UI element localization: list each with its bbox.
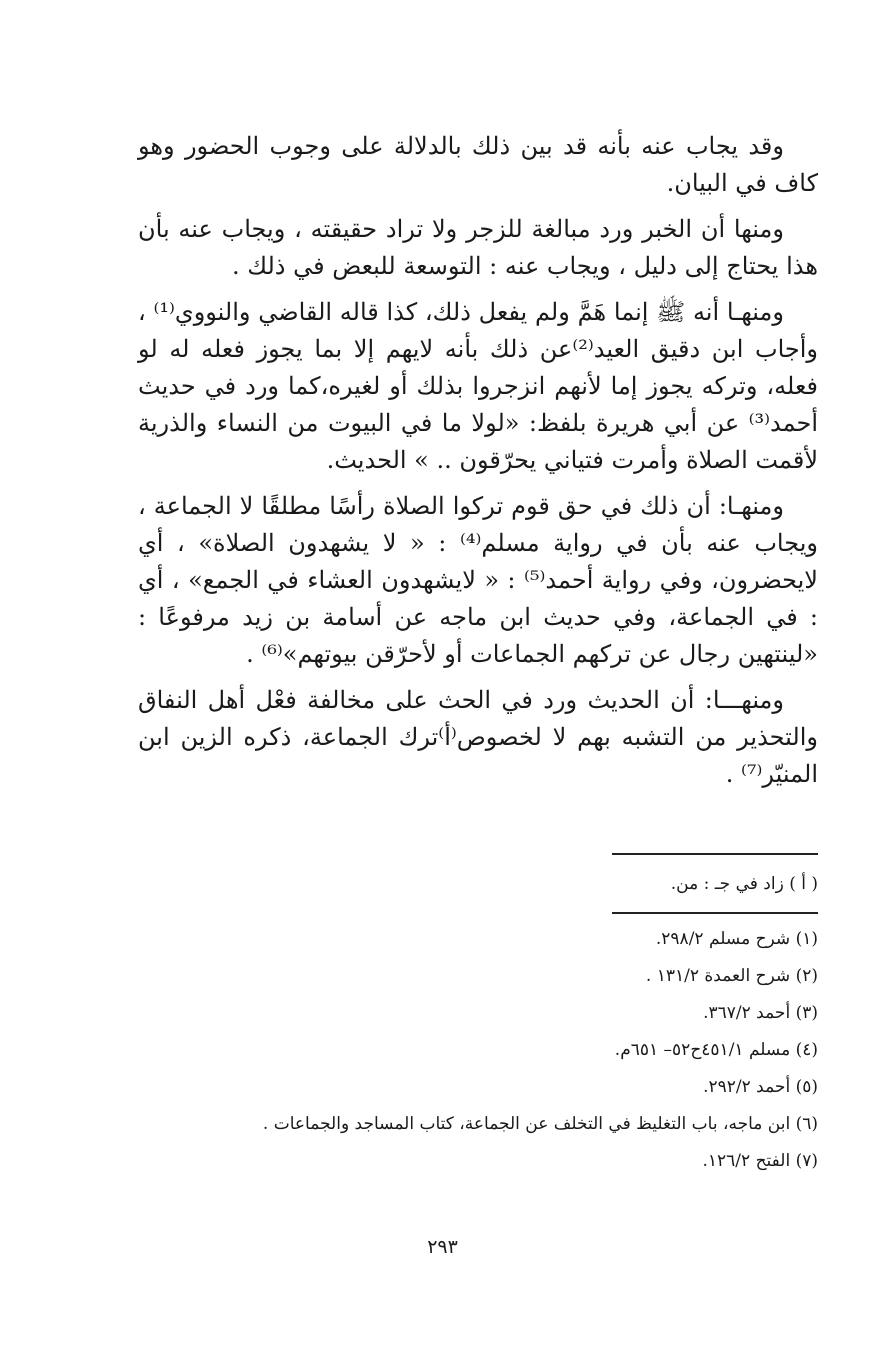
footnote-divider-mid <box>612 912 818 914</box>
paragraph-5: ومنهـــا: أن الحديث ورد في الحث على مخالفة فعْل أهل النفاق والتحذير من التشبه بهم لا لخصوص⁽أ⁾ترك الجماعة، ذكره الزين ابن المنيّر⁽⁷⁾ . <box>138 686 818 788</box>
paragraph-1: وقد يجاب عنه بأنه قد بين ذلك بالدلالة على وجوب الحضور وهو كاف في البيان. <box>138 132 818 197</box>
footnote-2: (٢) شرح العمدة ١٣١/٢ . <box>645 966 818 986</box>
footnote-divider-top <box>612 853 818 855</box>
main-text <box>138 128 818 802</box>
footnote-3: (٣) أحمد ٣٦٧/٢. <box>703 1003 818 1023</box>
paragraph-4: ومنهـا: أن ذلك في حق قوم تركوا الصلاة رأسًا مطلقًا لا الجماعة ، ويجاب عنه بأن في رواية مسلم⁽⁴⁾ : « لا يشهدون الصلاة» ، أي لايحضرون، وفي رواية أحمد⁽⁵⁾ : « لايشهدون العشاء في الجمع» ، أي : في الجماعة، وفي حديث ابن ماجه عن أسامة بن زيد مرفوعًا : «لينتهين رجال عن تركهم الجماعات أو لأحرّقن بيوتهم»⁽⁶⁾ . <box>138 492 819 668</box>
footnote-4: (٤) مسلم ٤٥١/١ح٥٢– ٦٥١م. <box>614 1040 818 1060</box>
footnote-5: (٥) أحمد ٢٩٢/٢. <box>703 1077 818 1097</box>
footnote-7: (٧) الفتح ١٢٦/٢. <box>702 1151 818 1171</box>
page-number: ٢٩٣ <box>427 1236 458 1258</box>
footnote-1: (١) شرح مسلم ٢٩٨/٢. <box>655 929 818 949</box>
paragraph-2: ومنها أن الخبر ورد مبالغة للزجر ولا تراد حقيقته ، ويجاب عنه بأن هذا يحتاج إلى دليل ، ويجاب عنه : التوسعة للبعض في ذلك . <box>138 215 818 280</box>
footnotes <box>200 929 818 1188</box>
footnote-6: (٦) ابن ماجه، باب التغليظ في التخلف عن الجماعة، كتاب المساجد والجماعات . <box>262 1114 818 1134</box>
variant-note: ( أ ) زاد في جـ : من. <box>670 874 818 894</box>
paragraph-3: ومنهـا أنه ﷺ إنما هَمَّ ولم يفعل ذلك، كذا قاله القاضي والنووي⁽¹⁾ ، وأجاب ابن دقيق العيد⁽²⁾عن ذلك بأنه لايهم إلا بما يجوز فعله له لو فعله، وتركه يجوز إما لأنهم انزجروا بذلك أو لغيره،كما ورد في حديث أحمد⁽³⁾ عن أبي هريرة بلفظ: «لولا ما في البيوت من النساء والذرية لأقمت الصلاة وأمرت فتياني يحرّقون .. » الحديث. <box>138 298 819 474</box>
